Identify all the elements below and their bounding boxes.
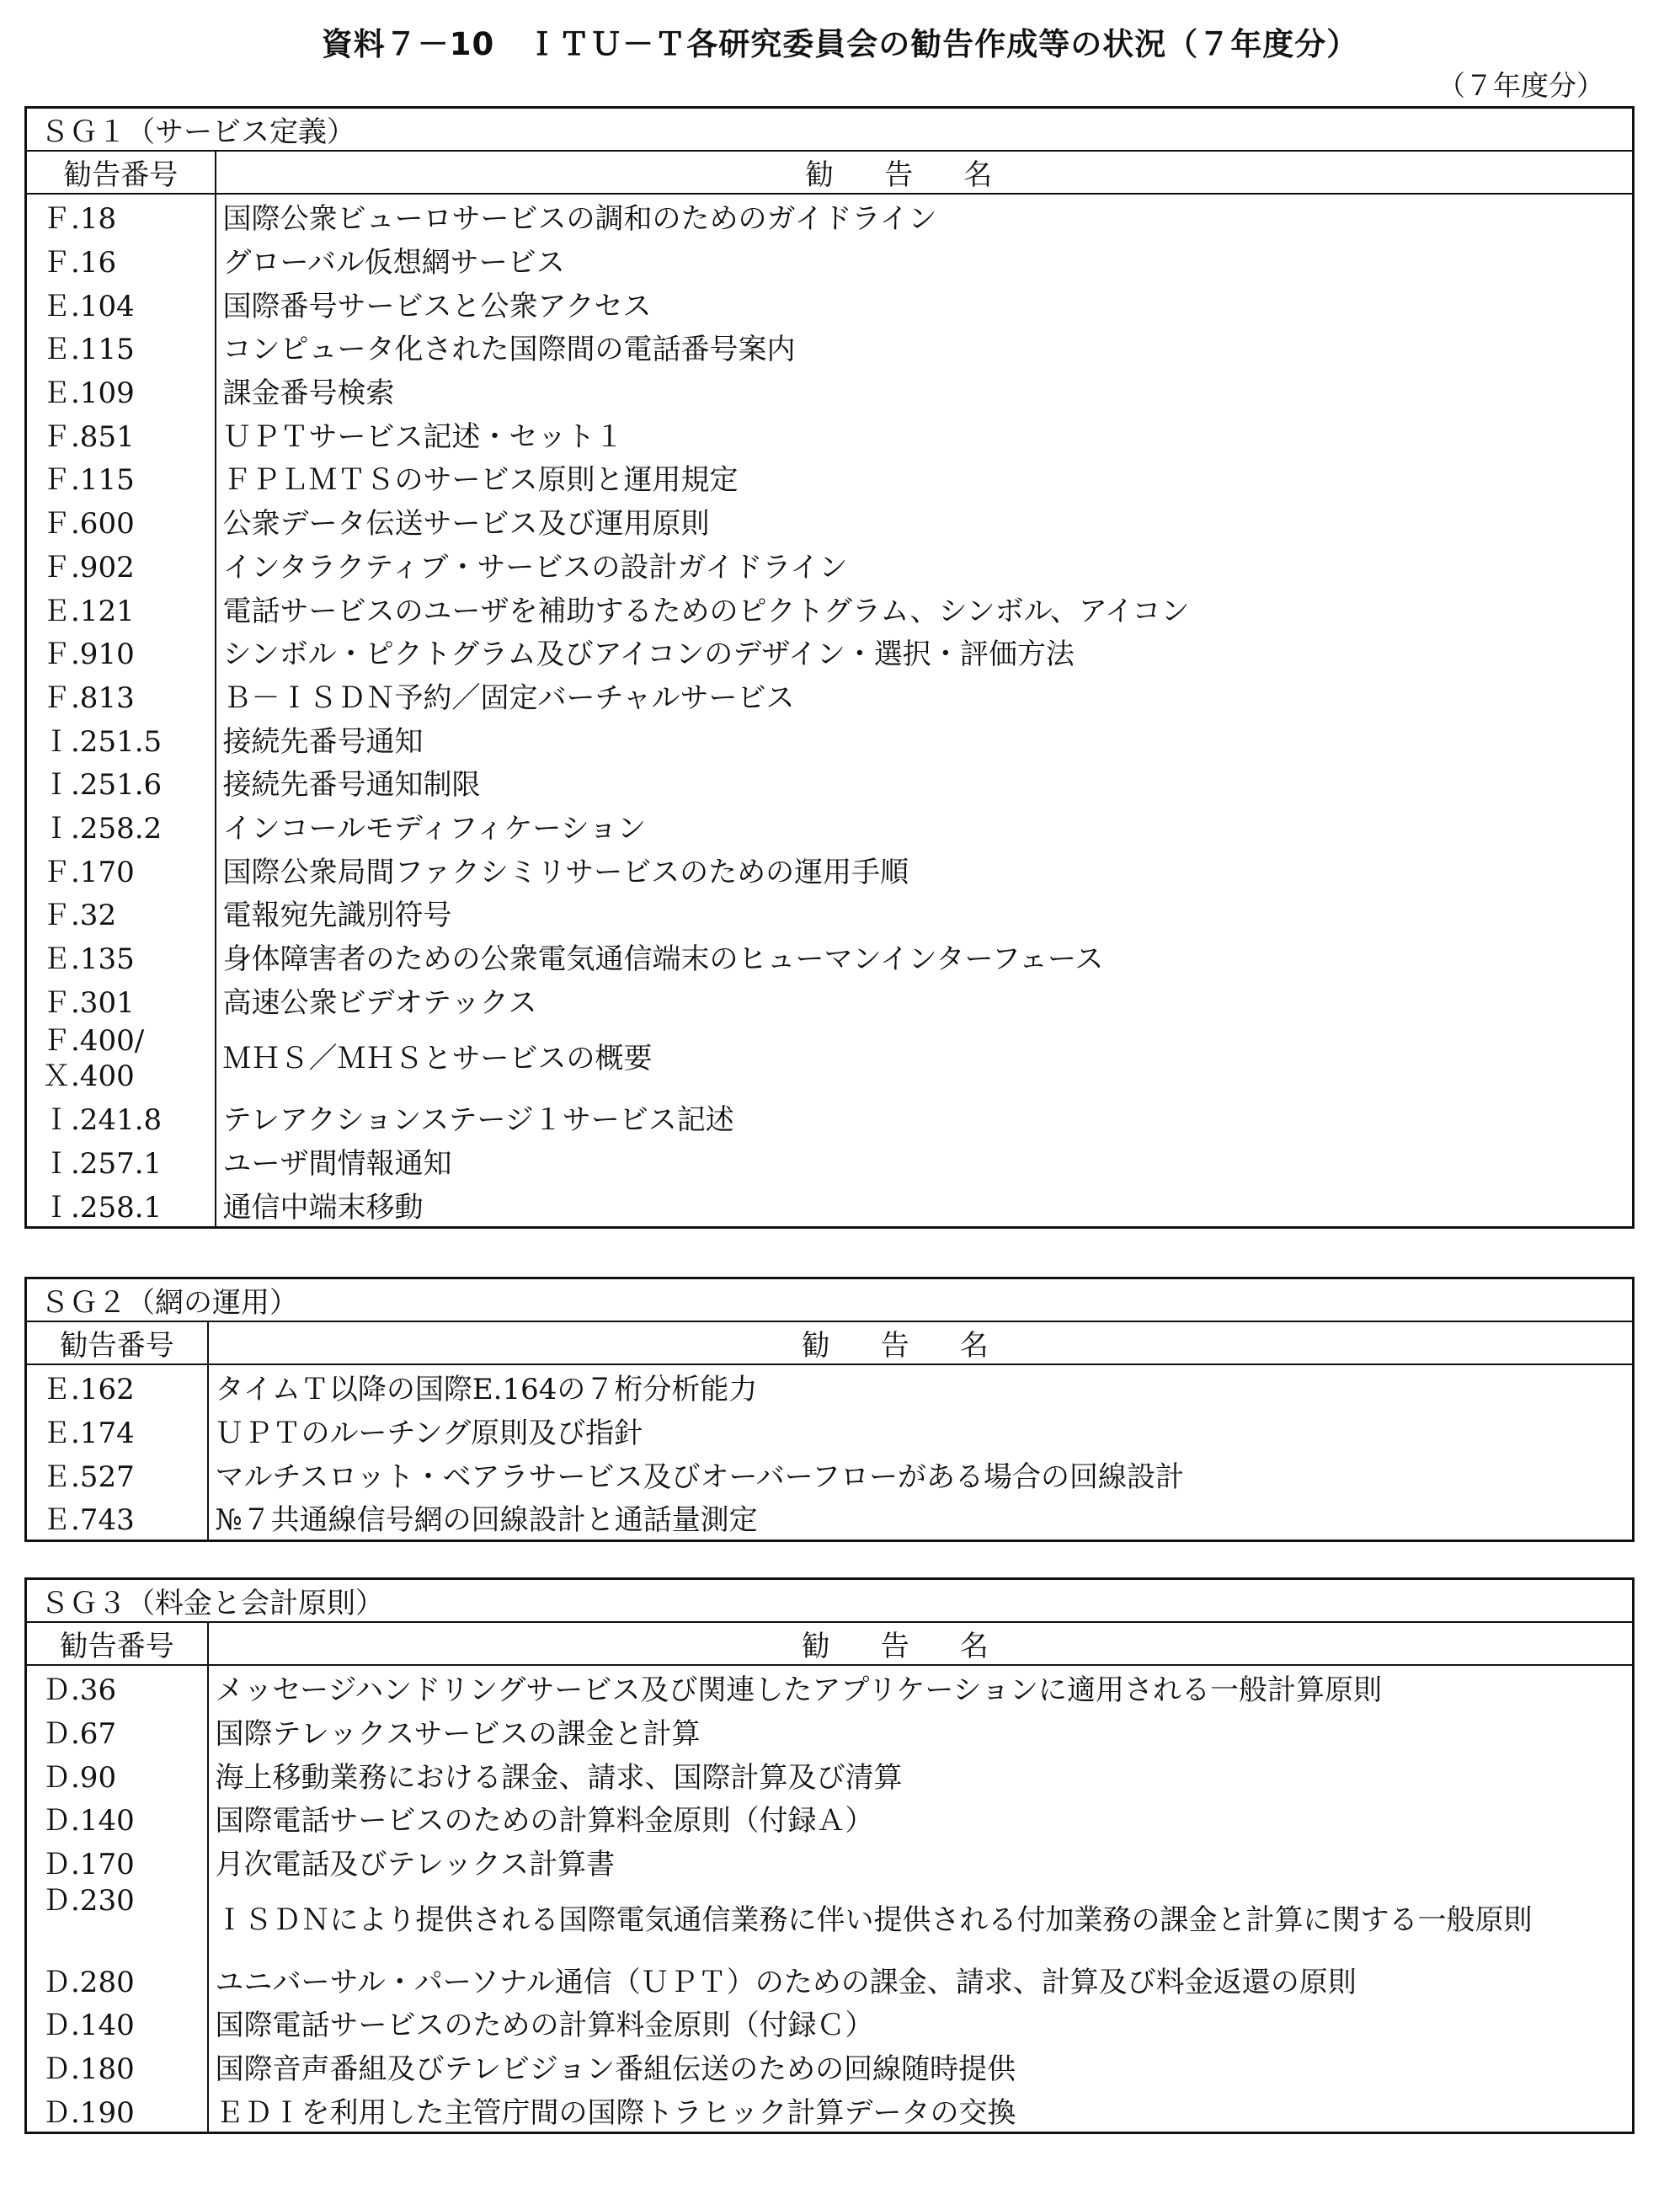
table-row [26,1665,1634,1710]
study-group-caption: ＳＧ１（サービス定義） [26,108,1634,152]
recommendation-number-text: Ｄ.180 [42,2052,135,2087]
recommendation-number-text: Ｄ.67 [42,1717,117,1752]
recommendation-number [26,369,216,413]
study-group-caption: ＳＧ３（料金と会計原則） [26,1579,1634,1623]
recommendation-number-text: Ｉ.251.5 [42,724,163,759]
recommendation-name: メッセージハンドリングサービス及び関連したアプリケーションに適用される一般計算原則 [208,1665,1634,1710]
recommendation-number-text: Ｆ.115 [42,463,135,498]
recommendation-number [26,847,216,891]
page-title: 資料７－10 ＩＴＵ－Ｔ各研究委員会の勧告作成等の状況（７年度分） [321,26,1359,62]
recommendation-number [26,1883,208,1957]
table-row [26,325,1634,369]
recommendation-name: コンピュータ化された国際間の電話番号案内 [216,325,1634,369]
recommendation-number [26,630,216,674]
recommendation-name: ＵＰＴサービス記述・セット１ [216,412,1634,456]
recommendation-name: 国際電話サービスのための計算料金原則（付録Ａ） [208,1796,1634,1840]
table-row [26,1496,1634,1540]
column-header-number: 勧告番号 [26,151,216,194]
recommendation-number [26,1364,208,1409]
table-row [26,630,1634,674]
table-row [26,1452,1634,1496]
recommendation-number-text: Ｆ.32 [42,899,117,933]
recommendation-name: タイムＴ以降の国際E.164の７桁分析能力 [208,1364,1634,1409]
recommendation-name: №７共通線信号網の回線設計と通話量測定 [208,1496,1634,1540]
column-header-name: 勧告名 [216,151,1634,194]
table-row [26,1753,1634,1796]
recommendation-name: 国際公衆ビューロサービスの調和のためのガイドライン [216,194,1634,238]
recommendation-name: 月次電話及びテレックス計算書 [208,1840,1634,1884]
recommendation-number-text: Ｅ.109 [42,376,135,411]
recommendation-number [26,1022,216,1096]
recommendation-number-text: Ｉ.241.8 [42,1103,163,1138]
recommendation-name: Ｂ－ＩＳＤＮ予約／固定バーチャルサービス [216,674,1634,718]
recommendation-name: 接続先番号通知 [216,717,1634,760]
table-row [26,194,1634,238]
sg1-table [24,106,1635,1229]
sg3-table [24,1577,1635,2134]
recommendation-number-text: Ｅ.527 [42,1460,135,1494]
table-row [26,238,1634,282]
recommendation-name: 課金番号検索 [216,369,1634,413]
table-row [26,1364,1634,1409]
recommendation-number [26,2045,208,2089]
recommendation-number [26,1665,208,1710]
table-row [26,1883,1634,1957]
recommendation-number [26,1840,208,1884]
table-row [26,1796,1634,1840]
recommendation-number-text: Ｄ.140 [42,2009,135,2043]
table-row [26,1710,1634,1753]
recommendation-number-text: Ｅ.135 [42,942,135,977]
table-row [26,499,1634,543]
recommendation-name: ＩＳＤＮにより提供される国際電気通信業務に伴い提供される付加業務の課金と計算に関する一般原則 [208,1883,1634,1957]
recommendation-number [26,1139,216,1183]
recommendation-name: インタラクティブ・サービスの設計ガイドライン [216,543,1634,587]
recommendation-name: ＦＰＬＭＴＳのサービス原則と運用規定 [216,456,1634,499]
fiscal-year-note: （７年度分） [1437,69,1604,102]
recommendation-number-text: Ｄ.90 [42,1760,117,1795]
recommendation-number-text: Ｆ.851 [42,419,135,454]
recommendation-number [26,891,216,935]
recommendation-number-text: Ｅ.121 [42,594,135,628]
recommendation-number [26,412,216,456]
recommendation-name: インコールモディフィケーション [216,804,1634,848]
recommendation-number-text: Ｅ.174 [42,1417,135,1451]
recommendation-name: 海上移動業務における課金、請求、国際計算及び清算 [208,1753,1634,1796]
recommendation-number [26,325,216,369]
recommendation-number [26,760,216,804]
table-row [26,281,1634,325]
recommendation-name: 公衆データ伝送サービス及び運用原則 [216,499,1634,543]
recommendation-name: 国際テレックスサービスの課金と計算 [208,1710,1634,1753]
recommendation-number [26,1452,208,1496]
table-row [26,804,1634,848]
recommendation-name: シンボル・ピクトグラム及びアイコンのデザイン・選択・評価方法 [216,630,1634,674]
table-row [26,412,1634,456]
recommendation-number-text: Ｆ.813 [42,680,135,715]
table-row [26,1840,1634,1884]
recommendation-name: 国際電話サービスのための計算料金原則（付録Ｃ） [208,2001,1634,2045]
recommendation-name: ＥＤＩを利用した主管庁間の国際トラヒック計算データの交換 [208,2089,1634,2133]
recommendation-name: ＵＰＴのルーチング原則及び指針 [208,1409,1634,1453]
table-row [26,935,1634,979]
recommendation-number [26,717,216,760]
recommendation-name: グローバル仮想網サービス [216,238,1634,282]
recommendation-number [26,194,216,238]
column-header-number: 勧告番号 [26,1321,208,1364]
table-row [26,760,1634,804]
recommendation-number-text: Ｅ.743 [42,1503,135,1538]
recommendation-number-text: Ｆ.18 [42,202,117,237]
recommendation-name: 国際番号サービスと公衆アクセス [216,281,1634,325]
recommendation-number-text: Ｆ.16 [42,246,117,280]
recommendation-name: テレアクションステージ１サービス記述 [216,1096,1634,1139]
recommendation-name: 高速公衆ビデオテックス [216,978,1634,1022]
column-header-number: 勧告番号 [26,1622,208,1665]
recommendation-number [26,674,216,718]
recommendation-name: 電報宛先識別符号 [216,891,1634,935]
table-row [26,456,1634,499]
recommendation-number [26,978,216,1022]
recommendation-number-text: Ｉ.251.6 [42,768,163,803]
recommendation-number [26,1957,208,2001]
recommendation-number-text: Ｆ.170 [42,855,135,889]
recommendation-number-text: Ｆ.301 [42,985,135,1020]
table-row [26,1409,1634,1453]
recommendation-name: 電話サービスのユーザを補助するためのピクトグラム、シンボル、アイコン [216,586,1634,630]
recommendation-number [26,1409,208,1453]
recommendation-name: 身体障害者のための公衆電気通信端末のヒューマンインターフェース [216,935,1634,979]
recommendation-number [26,456,216,499]
recommendation-number-text: Ｄ.190 [42,2095,135,2130]
recommendation-number [26,1496,208,1540]
table-row [26,2045,1634,2089]
recommendation-number [26,2001,208,2045]
column-header-name: 勧告名 [208,1622,1634,1665]
table-row [26,2089,1634,2133]
recommendation-number [26,1710,208,1753]
study-group-caption: ＳＧ２（網の運用） [26,1278,1634,1322]
recommendation-number-text: Ｅ.104 [42,289,135,323]
recommendation-number-text: Ｆ.400/ [42,1024,145,1059]
table-row [26,586,1634,630]
recommendation-name: ユニバーサル・パーソナル通信（ＵＰＴ）のための課金、請求、計算及び料金返還の原則 [208,1957,1634,2001]
recommendation-number [26,1796,208,1840]
recommendation-name: ユーザ間情報通知 [216,1139,1634,1183]
table-row [26,1182,1634,1227]
recommendation-name: マルチスロット・ベアラサービス及びオーバーフローがある場合の回線設計 [208,1452,1634,1496]
recommendation-number [26,543,216,587]
recommendation-number-text: Ｄ.170 [42,1848,135,1882]
recommendation-number [26,1753,208,1796]
table-row [26,847,1634,891]
table-row [26,717,1634,760]
recommendation-number [26,935,216,979]
recommendation-number-text: Ｘ.400 [42,1059,135,1094]
recommendation-number [26,238,216,282]
table-row [26,891,1634,935]
recommendation-number [26,1182,216,1227]
sg2-table [24,1277,1635,1542]
recommendation-number-text: Ｅ.115 [42,333,135,367]
recommendation-number [26,499,216,543]
recommendation-number-text: Ｆ.902 [42,550,135,584]
recommendation-number-text: Ｆ.600 [42,507,135,542]
recommendation-name: 国際音声番組及びテレビジョン番組伝送のための回線随時提供 [208,2045,1634,2089]
table-row [26,543,1634,587]
table-row [26,674,1634,718]
recommendation-number-text: Ｆ.910 [42,638,135,672]
recommendation-number [26,586,216,630]
recommendation-number-text: Ｅ.162 [42,1373,135,1407]
table-row [26,369,1634,413]
recommendation-number-text: Ｉ.258.2 [42,811,163,846]
recommendation-name: 通信中端末移動 [216,1182,1634,1227]
column-header-name: 勧告名 [208,1321,1634,1364]
recommendation-number [26,281,216,325]
table-row [26,978,1634,1022]
recommendation-number [26,1096,216,1139]
table-row [26,1096,1634,1139]
recommendation-number-text: Ｉ.258.1 [42,1190,163,1225]
recommendation-number-text: Ｄ.140 [42,1804,135,1838]
recommendation-number-text: Ｄ.280 [42,1965,135,1999]
recommendation-number-text: Ｉ.257.1 [42,1147,163,1182]
table-row [26,1139,1634,1183]
recommendation-number [26,2089,208,2133]
table-row [26,1957,1634,2001]
recommendation-number-text: Ｄ.36 [42,1673,117,1708]
recommendation-number [26,804,216,848]
recommendation-name: 国際公衆局間ファクシミリサービスのための運用手順 [216,847,1634,891]
table-row [26,1022,1634,1096]
recommendation-name: 接続先番号通知制限 [216,760,1634,804]
recommendation-name: ＭＨＳ／ＭＨＳとサービスの概要 [216,1022,1634,1096]
recommendation-number-text: Ｄ.230 [42,1884,135,1918]
table-row [26,2001,1634,2045]
